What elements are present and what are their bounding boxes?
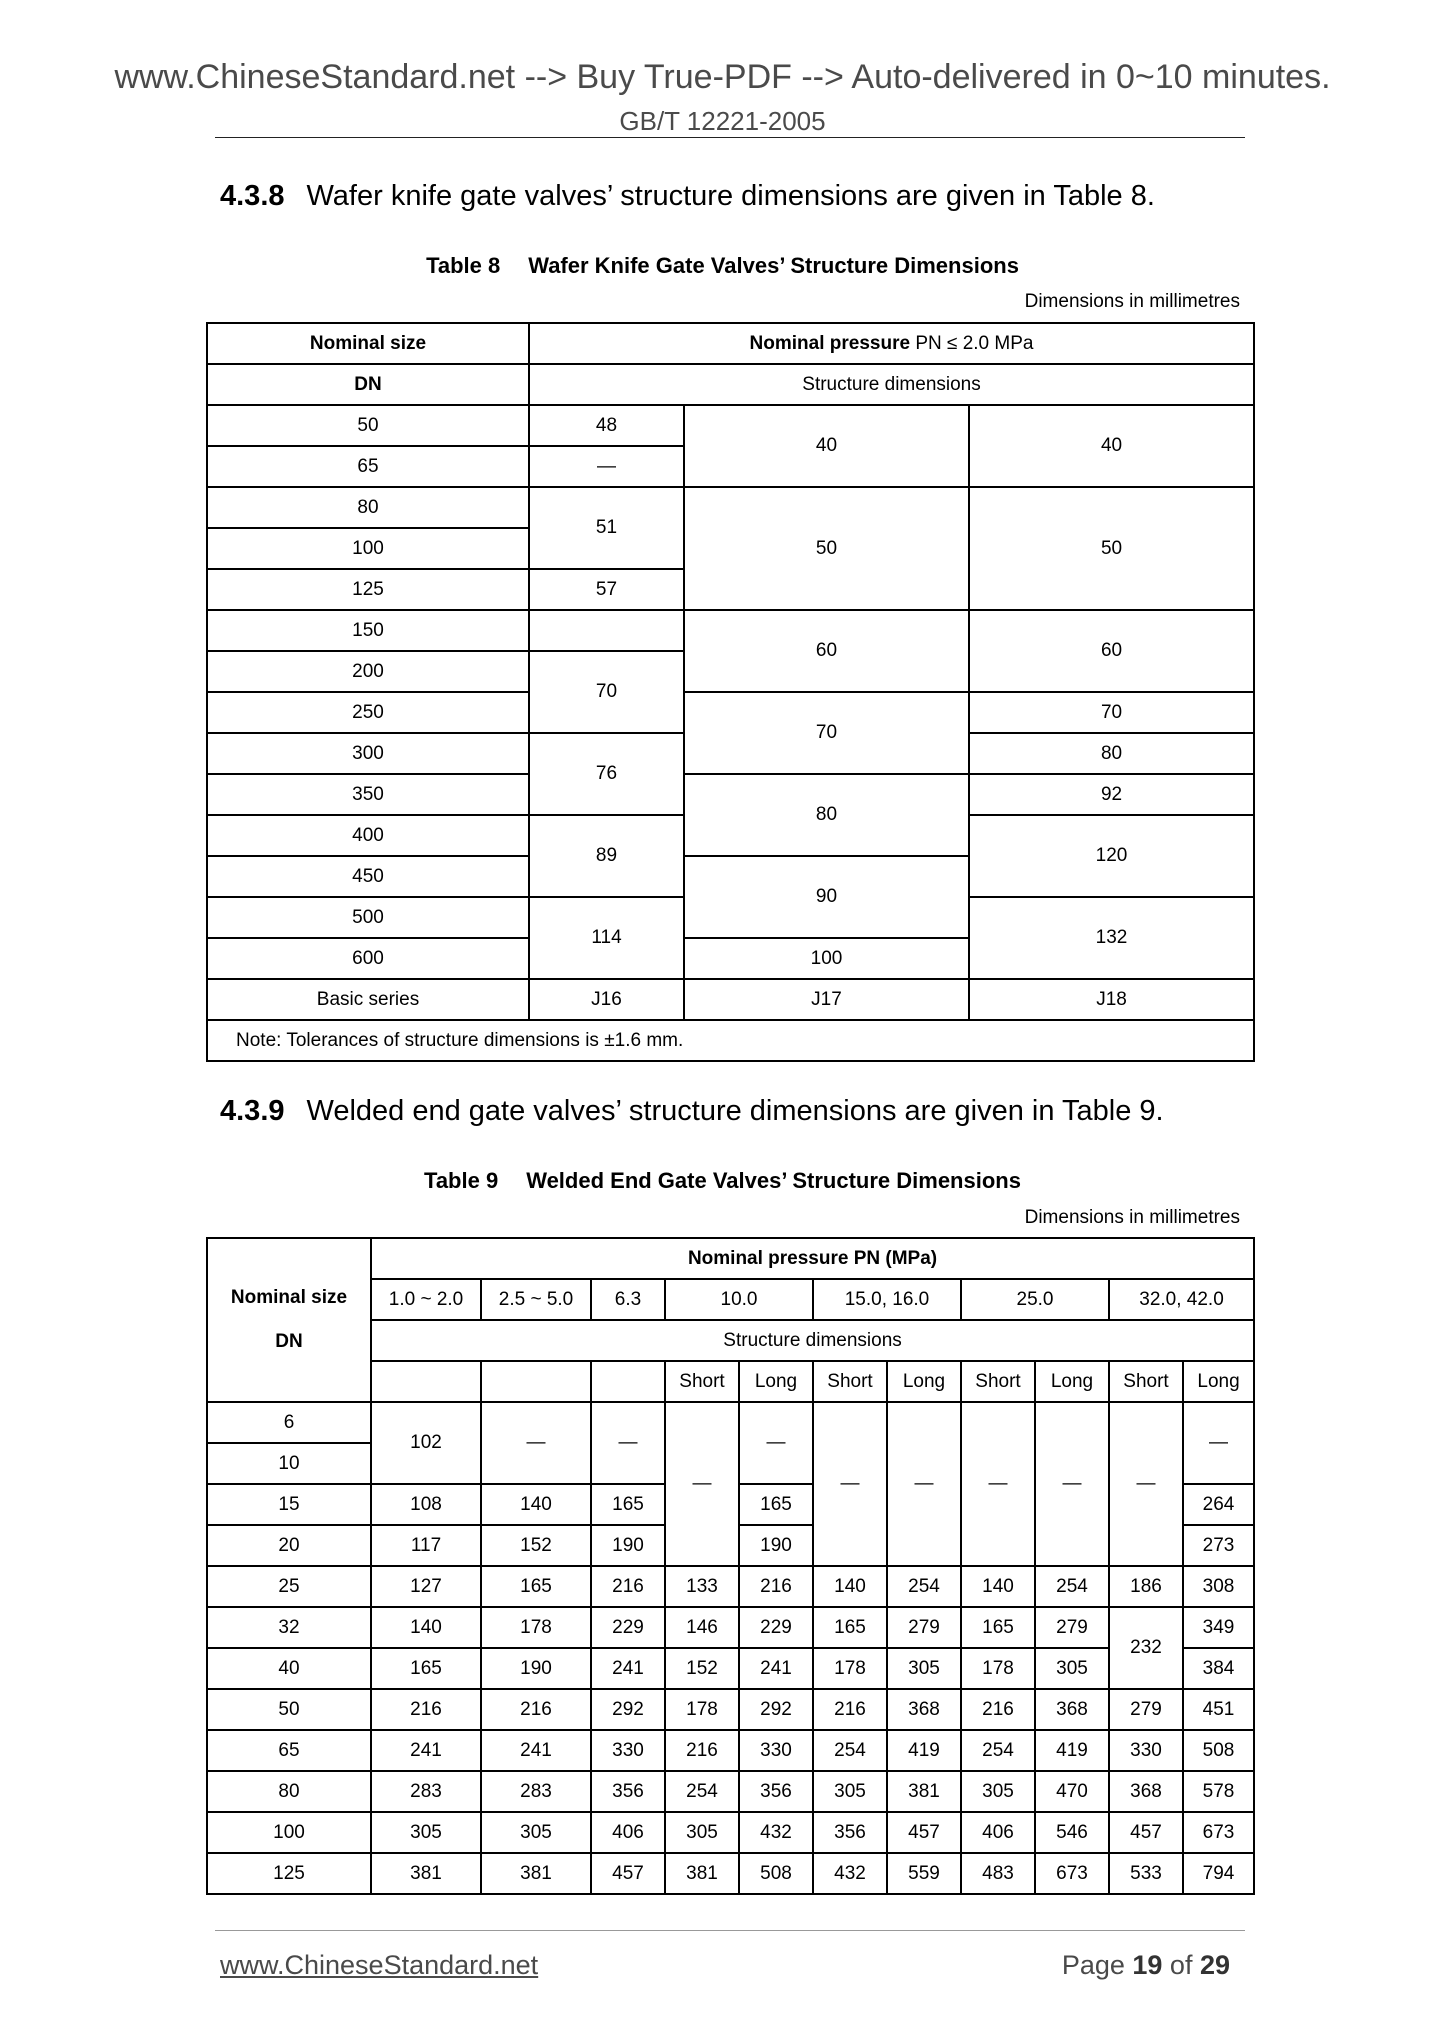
table-cell: 92 [969,774,1254,815]
table-cell: 90 [684,856,969,938]
clause-text: Welded end gate valves’ structure dimensions are given in Table 9. [306,1095,1164,1127]
header-cell: Long [1035,1361,1109,1402]
header-cell: Structure dimensions [371,1320,1254,1361]
table-cell: 178 [481,1607,591,1648]
table-cell: 508 [1183,1730,1254,1771]
table-cell: 114 [529,897,684,979]
table-cell: 216 [481,1689,591,1730]
table-cell: 200 [207,651,529,692]
table-cell: 368 [1035,1689,1109,1730]
table-cell: 140 [813,1566,887,1607]
table-number: Table 8 [426,253,501,278]
table-cell: 140 [371,1607,481,1648]
table-cell: 457 [887,1812,961,1853]
table-cell: 419 [1035,1730,1109,1771]
table-cell: 451 [1183,1689,1254,1730]
header-cell [371,1361,481,1402]
table-row [207,1689,1254,1730]
table-cell: 254 [961,1730,1035,1771]
table-cell: 305 [813,1771,887,1812]
table-cell: 65 [207,1730,371,1771]
table-cell: 216 [665,1730,739,1771]
table-cell: 216 [371,1689,481,1730]
header-cell: 6.3 [591,1279,665,1320]
table-cell: — [1035,1402,1109,1566]
table-cell: 216 [591,1566,665,1607]
table-cell: 368 [887,1689,961,1730]
header-cell: 1.0 ~ 2.0 [371,1279,481,1320]
table-row [207,1771,1254,1812]
table-cell: 6 [207,1402,371,1443]
table-cell: 559 [887,1853,961,1894]
footer-rule [215,1930,1245,1931]
table-cell: 150 [207,610,529,651]
table-number: Table 9 [424,1168,499,1193]
table9-caption [0,1168,1445,1194]
table-cell: 165 [739,1484,813,1525]
header-cell: 10.0 [665,1279,813,1320]
table-cell: 305 [961,1771,1035,1812]
table-cell: 673 [1183,1812,1254,1853]
table-cell: 40 [207,1648,371,1689]
table-cell: 165 [481,1566,591,1607]
table-cell: — [739,1402,813,1484]
table-cell: 100 [207,528,529,569]
table-cell: — [813,1402,887,1566]
header-cell: Short [813,1361,887,1402]
table-cell: 283 [371,1771,481,1812]
table-cell: 279 [887,1607,961,1648]
table-cell: 254 [887,1566,961,1607]
table-note: Note: Tolerances of structure dimensions is ±1.6 mm. [207,1020,1254,1061]
table-row [207,1020,1254,1061]
table-cell: 100 [684,938,969,979]
table-cell: 508 [739,1853,813,1894]
table-cell: 279 [1035,1607,1109,1648]
table-cell: 305 [481,1812,591,1853]
table-cell: — [961,1402,1035,1566]
header-cell: Long [887,1361,961,1402]
table-cell: 108 [371,1484,481,1525]
table-cell: — [887,1402,961,1566]
table-cell: 254 [665,1771,739,1812]
table-cell: 546 [1035,1812,1109,1853]
table-cell: 305 [1035,1648,1109,1689]
header-cell: Nominal size DN [207,1238,371,1402]
table-cell: J18 [969,979,1254,1020]
table-cell: 241 [591,1648,665,1689]
table-cell: 578 [1183,1771,1254,1812]
table-cell: 254 [813,1730,887,1771]
table-cell: 152 [481,1525,591,1566]
table-row [207,1402,1254,1443]
table-9 [206,1237,1255,1895]
table-cell: J16 [529,979,684,1020]
table-cell: 432 [739,1812,813,1853]
table-cell: 273 [1183,1525,1254,1566]
clause-number: 4.3.9 [220,1095,285,1127]
page-number: Page 19 of 29 [1061,1950,1230,1980]
table-row [207,405,1254,446]
table-cell: 15 [207,1484,371,1525]
table-row [207,1853,1254,1894]
table-cell: 140 [481,1484,591,1525]
table-cell: 350 [207,774,529,815]
table-cell: 10 [207,1443,371,1484]
table-cell: 133 [665,1566,739,1607]
header-cell [481,1361,591,1402]
table-cell: 50 [207,405,529,446]
table-cell: 305 [887,1648,961,1689]
table-cell: 120 [969,815,1254,897]
table-cell: 229 [739,1607,813,1648]
footer-link[interactable]: www.ChineseStandard.net [220,1950,539,1980]
table-row [207,979,1254,1020]
header-cell: 32.0, 42.0 [1109,1279,1254,1320]
table-cell: 279 [1109,1689,1183,1730]
table-cell: 165 [371,1648,481,1689]
table-cell: 250 [207,692,529,733]
table-row [207,364,1254,405]
table-cell: 305 [665,1812,739,1853]
table9-unit: Dimensions in millimetres [1024,1207,1240,1228]
clause-number: 4.3.8 [220,180,285,212]
table-cell: 368 [1109,1771,1183,1812]
table-cell: 50 [207,1689,371,1730]
table-cell: 127 [371,1566,481,1607]
table-row [207,692,1254,733]
table-8 [206,322,1255,1062]
table-cell: 80 [969,733,1254,774]
table-cell: 32 [207,1607,371,1648]
table-cell: 65 [207,446,529,487]
table-cell: 254 [1035,1566,1109,1607]
table-cell: 102 [371,1402,481,1484]
table-cell: 165 [813,1607,887,1648]
table-cell: 300 [207,733,529,774]
table-cell: 450 [207,856,529,897]
table-cell: 216 [813,1689,887,1730]
table-cell: 178 [665,1689,739,1730]
header-standard-number: GB/T 12221-2005 [619,106,826,136]
table-cell: 356 [813,1812,887,1853]
table-cell: 70 [684,692,969,774]
header-cell: Nominal pressure PN (MPa) [371,1238,1254,1279]
table-cell: 406 [961,1812,1035,1853]
table-cell: 241 [371,1730,481,1771]
table-row [207,774,1254,815]
table-cell: 20 [207,1525,371,1566]
table-cell: 140 [961,1566,1035,1607]
table-cell: 381 [371,1853,481,1894]
table-row [207,1607,1254,1648]
table-cell: 40 [684,405,969,487]
header-cell: Long [739,1361,813,1402]
table-cell: 283 [481,1771,591,1812]
header-cell: Structure dimensions [529,364,1254,405]
table-cell: 600 [207,938,529,979]
header-cell: 25.0 [961,1279,1109,1320]
table-cell: 89 [529,815,684,897]
table-cell: 190 [481,1648,591,1689]
header-cell: Long [1183,1361,1254,1402]
table-cell: 117 [371,1525,481,1566]
table-cell: 40 [969,405,1254,487]
table8-caption [0,253,1445,279]
table-cell: — [591,1402,665,1484]
table-cell: 70 [969,692,1254,733]
table-cell: 50 [684,487,969,610]
header-cell: 2.5 ~ 5.0 [481,1279,591,1320]
table-row [207,487,1254,528]
table-cell: 264 [1183,1484,1254,1525]
table-row [207,1566,1254,1607]
table-cell: 384 [1183,1648,1254,1689]
table-cell: 216 [739,1566,813,1607]
table-cell: 349 [1183,1607,1254,1648]
table-cell: 241 [481,1730,591,1771]
table-cell: 80 [684,774,969,856]
table-title: Wafer Knife Gate Valves’ Structure Dimensions [528,253,1019,278]
header-cell: DN [207,364,529,405]
table-cell: 330 [739,1730,813,1771]
table-row [207,323,1254,364]
table-cell: 100 [207,1812,371,1853]
table-cell: 419 [887,1730,961,1771]
table-cell: 500 [207,897,529,938]
table-cell: 70 [529,651,684,733]
clause-4-3-8 [220,180,1155,213]
table-cell: — [1183,1402,1254,1484]
table-cell: Basic series [207,979,529,1020]
table-cell: 60 [969,610,1254,692]
table-cell: 178 [961,1648,1035,1689]
table-cell: 432 [813,1853,887,1894]
table-cell: 330 [1109,1730,1183,1771]
header-cell [591,1361,665,1402]
table-cell: — [1109,1402,1183,1566]
table-cell: 190 [591,1525,665,1566]
table-cell: 330 [591,1730,665,1771]
table-cell: 165 [961,1607,1035,1648]
table-cell: 51 [529,487,684,569]
table-cell: 48 [529,405,684,446]
header-cell: Short [1109,1361,1183,1402]
table-cell: 229 [591,1607,665,1648]
header-cell: Short [961,1361,1035,1402]
table-row [207,1812,1254,1853]
table-cell: 470 [1035,1771,1109,1812]
header-cell: 15.0, 16.0 [813,1279,961,1320]
header-rule [215,137,1245,138]
table-cell: — [481,1402,591,1484]
table-cell: 125 [207,569,529,610]
table-cell: 165 [591,1484,665,1525]
table-cell: 190 [739,1525,813,1566]
table-cell: 241 [739,1648,813,1689]
table-cell: 308 [1183,1566,1254,1607]
table-cell: 232 [1109,1607,1183,1689]
clause-4-3-9 [220,1095,1164,1128]
table-cell: 125 [207,1853,371,1894]
header-cell: Short [665,1361,739,1402]
table-cell: 381 [887,1771,961,1812]
table-cell: 60 [684,610,969,692]
table-cell: 356 [591,1771,665,1812]
table-cell: 146 [665,1607,739,1648]
table-cell: 57 [529,569,684,610]
clause-text: Wafer knife gate valves’ structure dimensions are given in Table 8. [306,180,1155,212]
table-cell: 186 [1109,1566,1183,1607]
header-cell: Nominal size [207,323,529,364]
table-cell: — [665,1402,739,1566]
table-cell: 457 [591,1853,665,1894]
table-cell: 76 [529,733,684,815]
table-cell: 381 [665,1853,739,1894]
table-cell: 80 [207,1771,371,1812]
table-row [207,1648,1254,1689]
table-cell: — [529,446,684,487]
table-cell: 292 [739,1689,813,1730]
header-cell: Nominal pressure PN ≤ 2.0 MPa [529,323,1254,364]
header-banner: www.ChineseStandard.net --> Buy True-PDF --> Auto-delivered in 0~10 minutes. [114,58,1331,96]
table-row [207,610,1254,651]
table-cell: 356 [739,1771,813,1812]
table-title: Welded End Gate Valves’ Structure Dimensions [526,1168,1021,1193]
table-cell: 152 [665,1648,739,1689]
table-cell: 132 [969,897,1254,979]
table-cell: 50 [969,487,1254,610]
table-row [207,1730,1254,1771]
table-cell: 216 [961,1689,1035,1730]
table-cell: 80 [207,487,529,528]
table8-unit: Dimensions in millimetres [1024,291,1240,312]
table-row [207,1238,1254,1279]
table-cell: J17 [684,979,969,1020]
table-cell: 381 [481,1853,591,1894]
table-cell: 292 [591,1689,665,1730]
table-cell: 406 [591,1812,665,1853]
table-cell: 794 [1183,1853,1254,1894]
table-cell: 400 [207,815,529,856]
table-cell: 483 [961,1853,1035,1894]
table-cell [529,610,684,651]
table-cell: 25 [207,1566,371,1607]
table-cell: 178 [813,1648,887,1689]
table-cell: 305 [371,1812,481,1853]
table-cell: 457 [1109,1812,1183,1853]
table-cell: 533 [1109,1853,1183,1894]
table-cell: 673 [1035,1853,1109,1894]
